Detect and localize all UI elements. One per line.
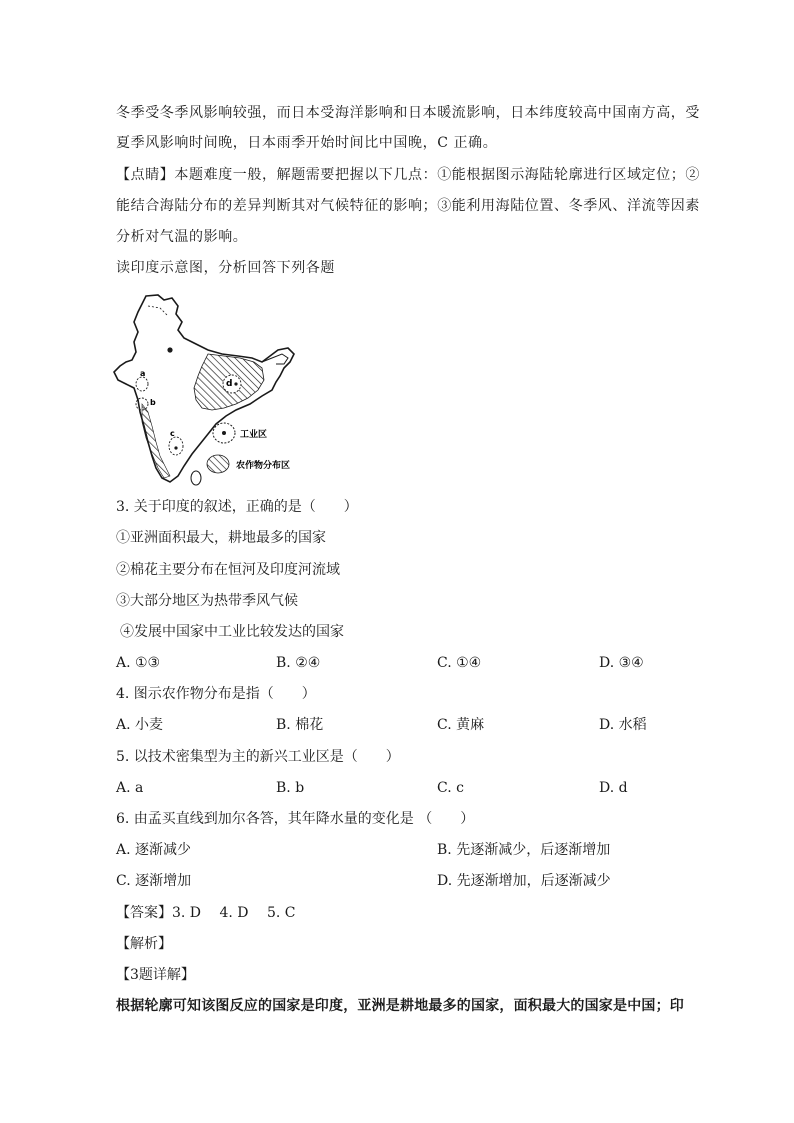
q4-option-c: C. 黄麻 bbox=[437, 717, 485, 733]
legend-crop-symbol bbox=[207, 455, 229, 473]
q3-option-c: C. ①④ bbox=[437, 655, 482, 671]
intro-line-2: 夏季风影响时间晚，日本雨季开始时间比中国晚，C 正确。 bbox=[116, 135, 498, 151]
map-label-b: b bbox=[150, 398, 156, 407]
map-label-d: d bbox=[226, 379, 233, 389]
q3-statement-4: ④发展中国家中工业比较发达的国家 bbox=[120, 624, 344, 640]
q3-stem: 3. 关于印度的叙述，正确的是（ ） bbox=[116, 499, 358, 515]
industrial-zone-a bbox=[136, 377, 148, 391]
detail-heading: 【3题详解】 bbox=[116, 967, 195, 983]
dianjing-line-3: 分析对气温的影响。 bbox=[116, 229, 248, 245]
sri-lanka-island bbox=[191, 471, 201, 485]
detail-line-1: 根据轮廓可知该图反应的国家是印度，亚洲是耕地最多的国家，面积最大的国家是中国；印 bbox=[116, 998, 684, 1014]
q3-option-a: A. ①③ bbox=[116, 655, 161, 671]
q5-option-d: D. d bbox=[599, 780, 628, 796]
question-prompt: 读印度示意图，分析回答下列各题 bbox=[116, 260, 335, 276]
q4-option-b: B. 棉花 bbox=[276, 717, 324, 733]
dianjing-line-1: 【点睛】本题难度一般，解题需要把握以下几点：①能根据图示海陆轮廓进行区域定位；② bbox=[116, 167, 700, 183]
answer-line: 【答案】3. D 4. D 5. C bbox=[116, 905, 296, 921]
analysis-heading: 【解析】 bbox=[116, 936, 172, 952]
capital-dot bbox=[167, 347, 172, 352]
q3-statement-2: ②棉花主要分布在恒河及印度河流域 bbox=[116, 562, 340, 578]
q4-option-a: A. 小麦 bbox=[116, 717, 164, 733]
q3-statement-1: ①亚洲面积最大，耕地最多的国家 bbox=[116, 530, 326, 546]
q4-option-d: D. 水稻 bbox=[599, 717, 647, 733]
map-label-c: c bbox=[170, 429, 175, 438]
q5-option-a: A. a bbox=[116, 780, 144, 796]
q6-option-d: D. 先逐渐增加，后逐渐减少 bbox=[437, 873, 611, 889]
map-label-a: a bbox=[140, 369, 146, 378]
q5-option-c: C. c bbox=[437, 780, 464, 796]
q3-option-b: B. ②④ bbox=[276, 655, 321, 671]
q5-stem: 5. 以技术密集型为主的新兴工业区是（ ） bbox=[116, 749, 400, 765]
q4-stem: 4. 图示农作物分布是指（ ） bbox=[116, 686, 316, 702]
india-map-figure bbox=[112, 292, 317, 488]
q6-stem: 6. 由孟买直线到加尔各答，其年降水量的变化是 （ ） bbox=[116, 811, 475, 827]
intro-line-1: 冬季受冬季风影响较强，而日本受海洋影响和日本暖流影响，日本纬度较高中国南方高，受 bbox=[116, 105, 700, 121]
q5-option-b: B. b bbox=[276, 780, 305, 796]
q3-statement-3: ③大部分地区为热带季风气候 bbox=[116, 593, 298, 609]
q6-option-a: A. 逐渐减少 bbox=[116, 842, 192, 858]
legend-industrial-label: 工业区 bbox=[240, 430, 268, 440]
industrial-zone-c bbox=[169, 437, 183, 455]
dianjing-line-2: 能结合海陆分布的差异判断其对气候特征的影响；③能利用海陆位置、冬季风、洋流等因素 bbox=[116, 198, 700, 214]
q3-option-d: D. ③④ bbox=[599, 655, 644, 671]
q6-option-c: C. 逐渐增加 bbox=[116, 873, 192, 889]
q6-option-b: B. 先逐渐减少，后逐渐增加 bbox=[437, 842, 611, 858]
legend-crop-label: 农作物分布区 bbox=[236, 461, 291, 471]
